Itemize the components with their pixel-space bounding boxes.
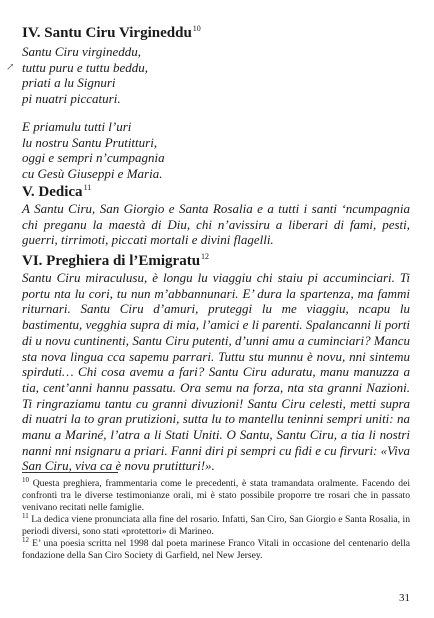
section-4-stanza-1 [22, 44, 148, 106]
footnote-10: $^{10}$ Questa preghiera, frammentaria come le precedenti, è stata tramandata oralmente. Facendo dei confronti tra le diverse testimonianze orali, mi è stato possibile proporre tre rosari che in passato venivano recitati nelle famiglie. [22, 475, 410, 513]
footnote-ref-11: 11 [83, 183, 92, 192]
section-4-title: IV. Santu Ciru Virgineddu [22, 25, 192, 41]
section-4-stanza-2 [22, 119, 165, 181]
section-6-title: VI. Preghiera di l’Emigratu [22, 253, 201, 269]
section-5-text: A Santu Ciru, San Giorgio e Santa Rosalia e a tutti i santi ‘ncumpagnia chi preganu la maestà di Diu, chi n’avissiru a liberari di fami, pesti, guerri, tirrimoti, piccati mortali e divini flagelli. [22, 201, 410, 248]
verse-line: oggi e sempri n’cumpagnia [22, 150, 165, 165]
footnote-divider [22, 472, 118, 473]
footnote-ref-10: 10 [192, 24, 201, 33]
section-5-title: V. Dedica [22, 184, 83, 200]
footnote-ref-12: 12 [201, 252, 210, 261]
footnote-12: $^{12}$ E’ una poesia scritta nel 1998 dal poeta marinese Franco Vitali in occasione del centenario della fondazione della San Ciro Society di Garfield, nel New Jersey. [22, 535, 410, 561]
page-number: 31 [399, 592, 410, 604]
footnotes [22, 475, 410, 562]
section-4-heading [22, 24, 201, 42]
footnote-11: $^{11}$ La dedica viene pronunciata alla fine del rosario. Infatti, San Ciro, San Giorgio e Santa Rosalia, in periodi diversi, sono stati «protettori» di Marineo. [22, 511, 410, 537]
verse-line: priati a lu Signuri [22, 75, 116, 90]
section-5-heading [22, 183, 91, 201]
verse-line: E priamulu tutti l’uri [22, 119, 132, 134]
verse-line: tuttu puru e tuttu beddu, [22, 59, 149, 75]
verse-line: Santu Ciru virgineddu, [22, 44, 142, 59]
verse-line: lu nostru Santu Prutitturi, [22, 134, 158, 150]
verse-line: pi nuatri piccaturi. [22, 90, 121, 106]
verse-line: cu Gesù Giuseppi e Maria. [22, 165, 163, 181]
margin-pencil-mark: ↗ [6, 62, 15, 73]
section-6-text: Santu Ciru miraculusu, è longu lu viaggiu chi staiu pi accuminciari. Ti portu nta lu cori, tu nun m’abbannunari. E’ dura la spartenza, ma fammi riturnari. Santu Ciru d’amuri, pruteggi lu me viaggiu, ncapu lu bastimentu, vegghia supra di mia, l’amici e li parenti. Spalancanni li porti di u novu cuntinenti, Santu Ciru putenti, d’unni amu a cuminciari? Mancu sta nova lingua cca sapemu parrari. Tuttu stu munnu è novu, nni sintemu spirduti… Chi cosa avemu a fari? Santu Ciru aduratu, manu manuzza a tia, cent’anni hannu passatu. Ora semu na forza, nta sta granni Nazioni. Ti ringraziamu tantu cu granni divuzioni! Santu Ciru celesti, metti supra di nuatri la to gran prutizioni, sutta lu to mantellu teninni sempri uniti: na manu a Mariné, l’atra a li Stati Uniti. O Santu, Santu Ciru, a tia li nostri nanni nni nsignaru a priari. Fanni diri pi sempri cu fidi e cu firvuri: «Viva San Ciru, viva ca è novu prutitturi!». [22, 270, 410, 474]
section-6-heading [22, 252, 209, 270]
